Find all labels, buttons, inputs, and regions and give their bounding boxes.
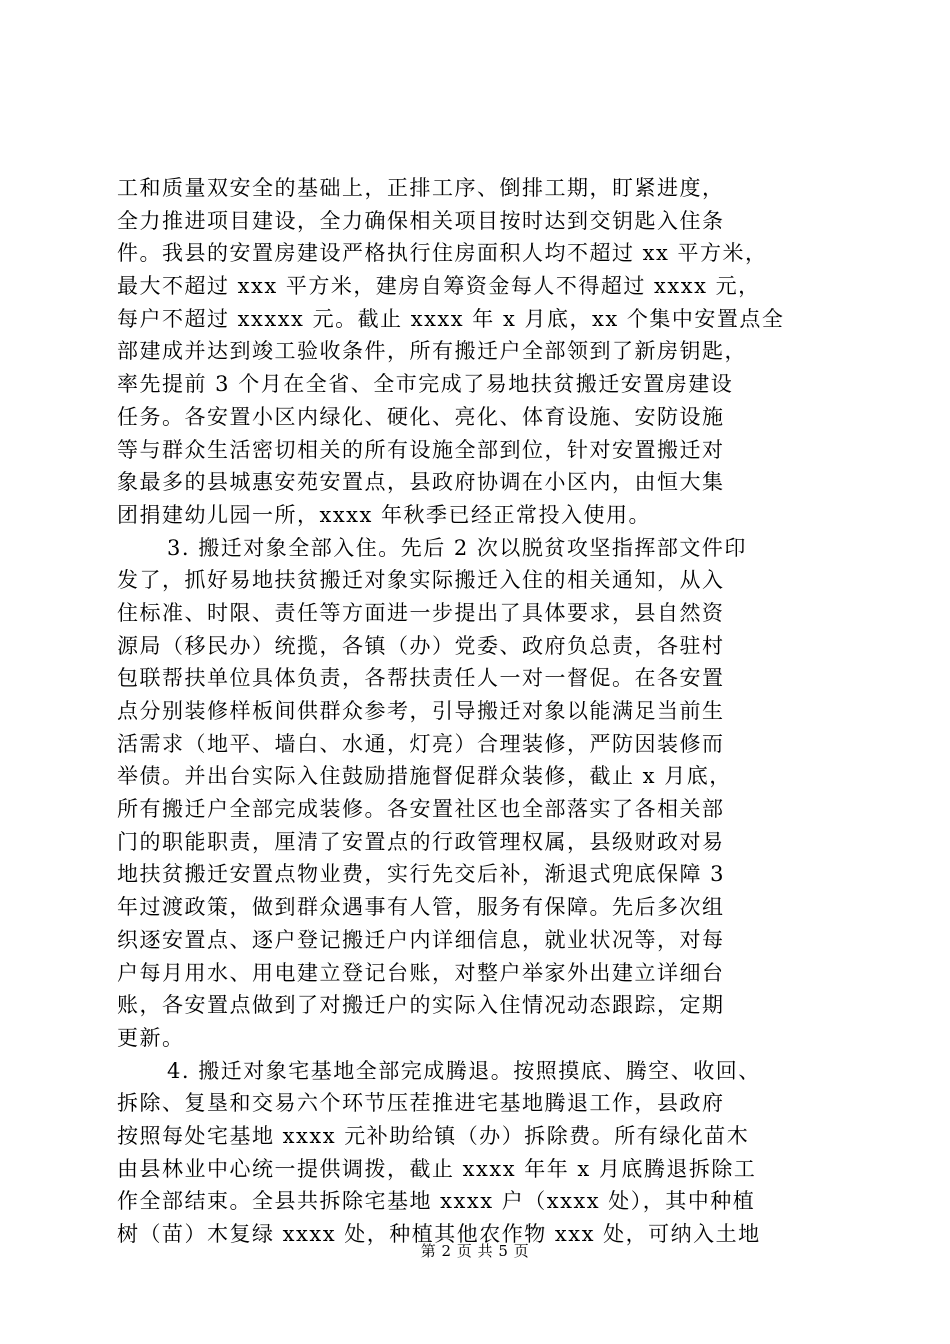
- text-line: 所有搬迁户全部完成装修。各安置社区也全部落实了各相关部: [117, 797, 725, 822]
- text-line: 包联帮扶单位具体负责，各帮扶责任人一对一督促。在各安置: [117, 666, 725, 691]
- text-line: 件。我县的安置房建设严格执行住房面积人均不超过 xx 平方米，: [117, 241, 768, 266]
- body-text: [117, 172, 837, 1251]
- text-line: 织逐安置点、逐户登记搬迁户内详细信息，就业状况等，对每: [117, 927, 725, 952]
- text-line: 团捐建幼儿园一所，xxxx 年秋季已经正常投入使用。: [117, 502, 652, 527]
- text-line: 活需求（地平、墙白、水通，灯亮）合理装修，严防因装修而: [117, 731, 725, 756]
- text-line: 举债。并出台实际入住鼓励措施督促群众装修，截止 x 月底，: [117, 764, 732, 789]
- text-line: 工和质量双安全的基础上，正排工序、倒排工期，盯紧进度，: [117, 176, 725, 200]
- text-line: 发了，抓好易地扶贫搬迁对象实际搬迁入住的相关通知，从入: [117, 568, 725, 593]
- text-line: 门的职能职责，厘清了安置点的行政管理权属，县级财政对易: [117, 829, 725, 854]
- text-line: 率先提前 3 个月在全省、全市完成了易地扶贫搬迁安置房建设: [117, 372, 734, 397]
- text-line: 作全部结束。全县共拆除宅基地 xxxx 户（xxxx 处），其中种植: [117, 1189, 756, 1214]
- text-line: 任务。各安置小区内绿化、硬化、亮化、体育设施、安防设施: [117, 404, 725, 429]
- text-line: 户每月用水、用电建立登记台账，对整户举家外出建立详细台: [117, 960, 725, 985]
- text-line: 象最多的县城惠安苑安置点，县政府协调在小区内，由恒大集: [117, 470, 725, 495]
- text-line: 地扶贫搬迁安置点物业费，实行先交后补，渐退式兜底保障 3: [117, 862, 726, 887]
- section-heading-3: 3. 搬迁对象全部入住。先后 2 次以脱贫攻坚指挥部文件印: [167, 535, 747, 560]
- text-line: 每户不超过 xxxxx 元。截止 xxxx 年 x 月底，xx 个集中安置点全: [117, 306, 785, 331]
- text-line: 拆除、复垦和交易六个环节压茬推进宅基地腾退工作，县政府: [117, 1091, 725, 1116]
- text-line: 源局（移民办）统揽，各镇（办）党委、政府负总责，各驻村: [117, 633, 725, 658]
- page-number-footer: 第 2 页 共 5 页: [420, 1242, 530, 1260]
- text-line: 全力推进项目建设，全力确保相关项目按时达到交钥匙入住条: [117, 208, 725, 233]
- text-line: 部建成并达到竣工验收条件，所有搬迁户全部领到了新房钥匙，: [117, 339, 747, 364]
- text-line: 点分别装修样板间供群众参考，引导搬迁对象以能满足当前生: [117, 699, 725, 723]
- text-line: 年过渡政策，做到群众遇事有人管，服务有保障。先后多次组: [117, 895, 725, 920]
- text-line: 由县林业中心统一提供调拨，截止 xxxx 年年 x 月底腾退拆除工: [117, 1156, 757, 1181]
- text-line: 账，各安置点做到了对搬迁户的实际入住情况动态跟踪，定期: [117, 993, 725, 1018]
- text-line: 树（苗）木复绿 xxxx 处，种植其他农作物 xxx 处，可纳入土地: [117, 1222, 761, 1246]
- text-line: 更新。: [117, 1025, 185, 1050]
- text-line: 等与群众生活密切相关的所有设施全部到位，针对安置搬迁对: [117, 437, 725, 462]
- text-line: 住标准、时限、责任等方面进一步提出了具体要求，县自然资: [117, 600, 725, 625]
- text-line: 按照每处宅基地 xxxx 元补助给镇（办）拆除费。所有绿化苗木: [117, 1123, 750, 1148]
- section-heading-4: 4. 搬迁对象宅基地全部完成腾退。按照摸底、腾空、收回、: [167, 1058, 761, 1083]
- text-line: 最大不超过 xxx 平方米，建房自筹资金每人不得超过 xxxx 元，: [117, 274, 761, 299]
